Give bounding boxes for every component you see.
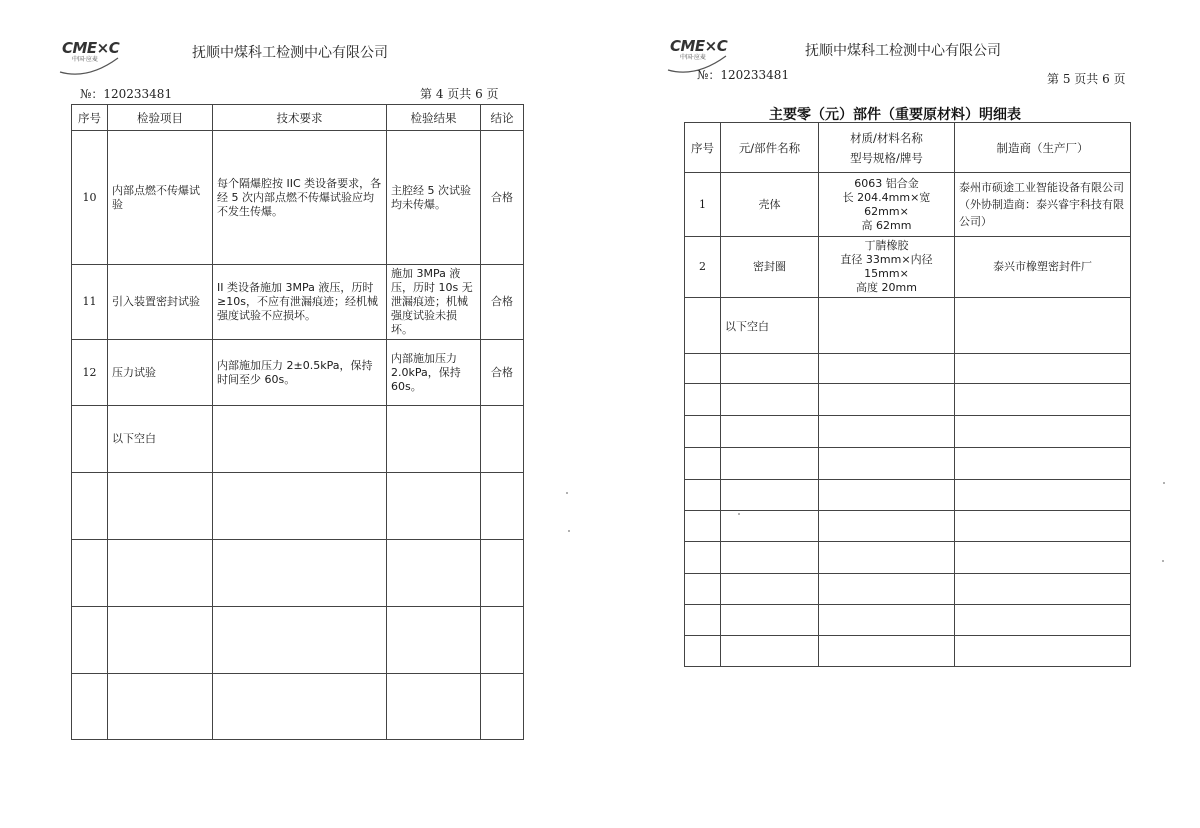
report-number-value: 120233481 — [720, 68, 790, 82]
row-result: 主腔经 5 次试验均未传爆。 — [387, 131, 481, 265]
row-item: 引入装置密封试验 — [108, 265, 213, 340]
empty-row — [72, 674, 524, 740]
table-title: 主要零（元）部件（重要原材料）明细表 — [769, 107, 1021, 123]
logo-swoosh-icon — [58, 50, 122, 76]
scan-speck — [1162, 560, 1164, 562]
header-requirement: 技术要求 — [213, 105, 387, 131]
blank-below-note: 以下空白 — [721, 298, 819, 354]
row-maker: 泰兴市橡塑密封件厂 — [955, 237, 1131, 298]
header-name: 元/部件名称 — [721, 123, 819, 173]
header-item: 检验项目 — [108, 105, 213, 131]
inspection-table — [71, 104, 524, 740]
row-no: 1 — [685, 173, 721, 237]
report-number — [80, 85, 172, 102]
row-no: 10 — [72, 131, 108, 265]
row-material-line3: 高度 20mm — [856, 281, 917, 294]
row-material-line1: 丁腈橡胶 — [864, 239, 909, 252]
components-table — [684, 122, 1131, 667]
header-maker: 制造商（生产厂） — [955, 123, 1131, 173]
row-result: 内部施加压力 2.0kPa，保持 60s。 — [387, 340, 481, 406]
row-no: 11 — [72, 265, 108, 340]
empty-row — [72, 473, 524, 540]
header-material — [819, 123, 955, 173]
row-conclusion: 合格 — [481, 265, 524, 340]
row-maker: 泰州市硕途工业智能设备有限公司（外协制造商：泰兴睿宇科技有限公司） — [955, 173, 1131, 237]
row-conclusion: 合格 — [481, 340, 524, 406]
page-number: 第 4 页共 6 页 — [420, 87, 499, 101]
row-material-line3: 高 62mm — [861, 218, 912, 232]
empty-row — [685, 605, 1131, 636]
empty-row — [72, 607, 524, 674]
table-row — [72, 406, 524, 473]
row-no: 2 — [685, 237, 721, 298]
empty-row — [685, 416, 1131, 448]
empty-row — [685, 448, 1131, 480]
empty-row — [685, 511, 1131, 542]
scan-speck — [1163, 482, 1165, 484]
row-requirement: 每个隔爆腔按 IIC 类设备要求，各经 5 次内部点燃不传爆试验应均不发生传爆。 — [213, 131, 387, 265]
blank-below-note: 以下空白 — [108, 406, 213, 473]
logo-text: CME×C — [670, 37, 728, 55]
row-no: 12 — [72, 340, 108, 406]
table-row — [685, 237, 1131, 298]
logo-subtitle: 中国·应麦 — [72, 56, 98, 63]
row-material-line1: 6063 铝合金 — [854, 176, 919, 190]
scan-speck — [566, 492, 568, 494]
table-header-row — [685, 123, 1131, 173]
report-number-value: 120233481 — [103, 87, 173, 101]
empty-row — [685, 354, 1131, 384]
row-item: 压力试验 — [108, 340, 213, 406]
report-page-5 — [600, 0, 1200, 828]
table-row — [72, 340, 524, 406]
logo-text: CME×C — [62, 39, 120, 57]
table-row — [72, 131, 524, 265]
row-name: 密封圈 — [721, 237, 819, 298]
table-row — [72, 265, 524, 340]
header-material-line1: 材质/材料名称 — [850, 130, 923, 145]
row-conclusion: 合格 — [481, 131, 524, 265]
empty-row — [685, 384, 1131, 416]
empty-row — [685, 480, 1131, 511]
row-requirement: II 类设备施加 3MPa 液压，历时≥10s，不应有泄漏痕迹；经机械强度试验不应损坏。 — [213, 265, 387, 340]
table-row — [685, 298, 1131, 354]
report-number-label: №： — [697, 68, 721, 82]
row-result: 施加 3MPa 液压，历时 10s 无泄漏痕迹；机械强度试验未损坏。 — [387, 265, 481, 340]
empty-row — [72, 540, 524, 607]
cmec-logo — [670, 38, 727, 61]
page-number: 第 5 页共 6 页 — [1047, 72, 1126, 86]
row-material-line2: 直径 33mm×内径 15mm× — [840, 253, 933, 280]
row-material — [819, 237, 955, 298]
company-name: 抚顺中煤科工检测中心有限公司 — [192, 45, 388, 61]
scan-speck — [568, 530, 570, 532]
row-material — [819, 173, 955, 237]
header-material-line2: 型号规格/牌号 — [850, 150, 923, 165]
header-no: 序号 — [72, 105, 108, 131]
logo-subtitle: 中国·应麦 — [680, 54, 706, 61]
row-item: 内部点燃不传爆试验 — [108, 131, 213, 265]
header-no: 序号 — [685, 123, 721, 173]
row-material-line2: 长 204.4mm×宽 62mm× — [842, 190, 931, 218]
row-requirement: 内部施加压力 2±0.5kPa，保持时间至少 60s。 — [213, 340, 387, 406]
scan-speck — [738, 513, 740, 515]
header-conclusion: 结论 — [481, 105, 524, 131]
report-number-label: №： — [80, 87, 104, 101]
empty-row — [685, 574, 1131, 605]
header-result: 检验结果 — [387, 105, 481, 131]
table-row — [685, 173, 1131, 237]
empty-row — [685, 636, 1131, 667]
company-name: 抚顺中煤科工检测中心有限公司 — [805, 43, 1001, 59]
empty-row — [685, 542, 1131, 574]
cmec-logo — [62, 40, 119, 63]
report-number — [697, 66, 789, 83]
table-header-row — [72, 105, 524, 131]
row-name: 壳体 — [721, 173, 819, 237]
